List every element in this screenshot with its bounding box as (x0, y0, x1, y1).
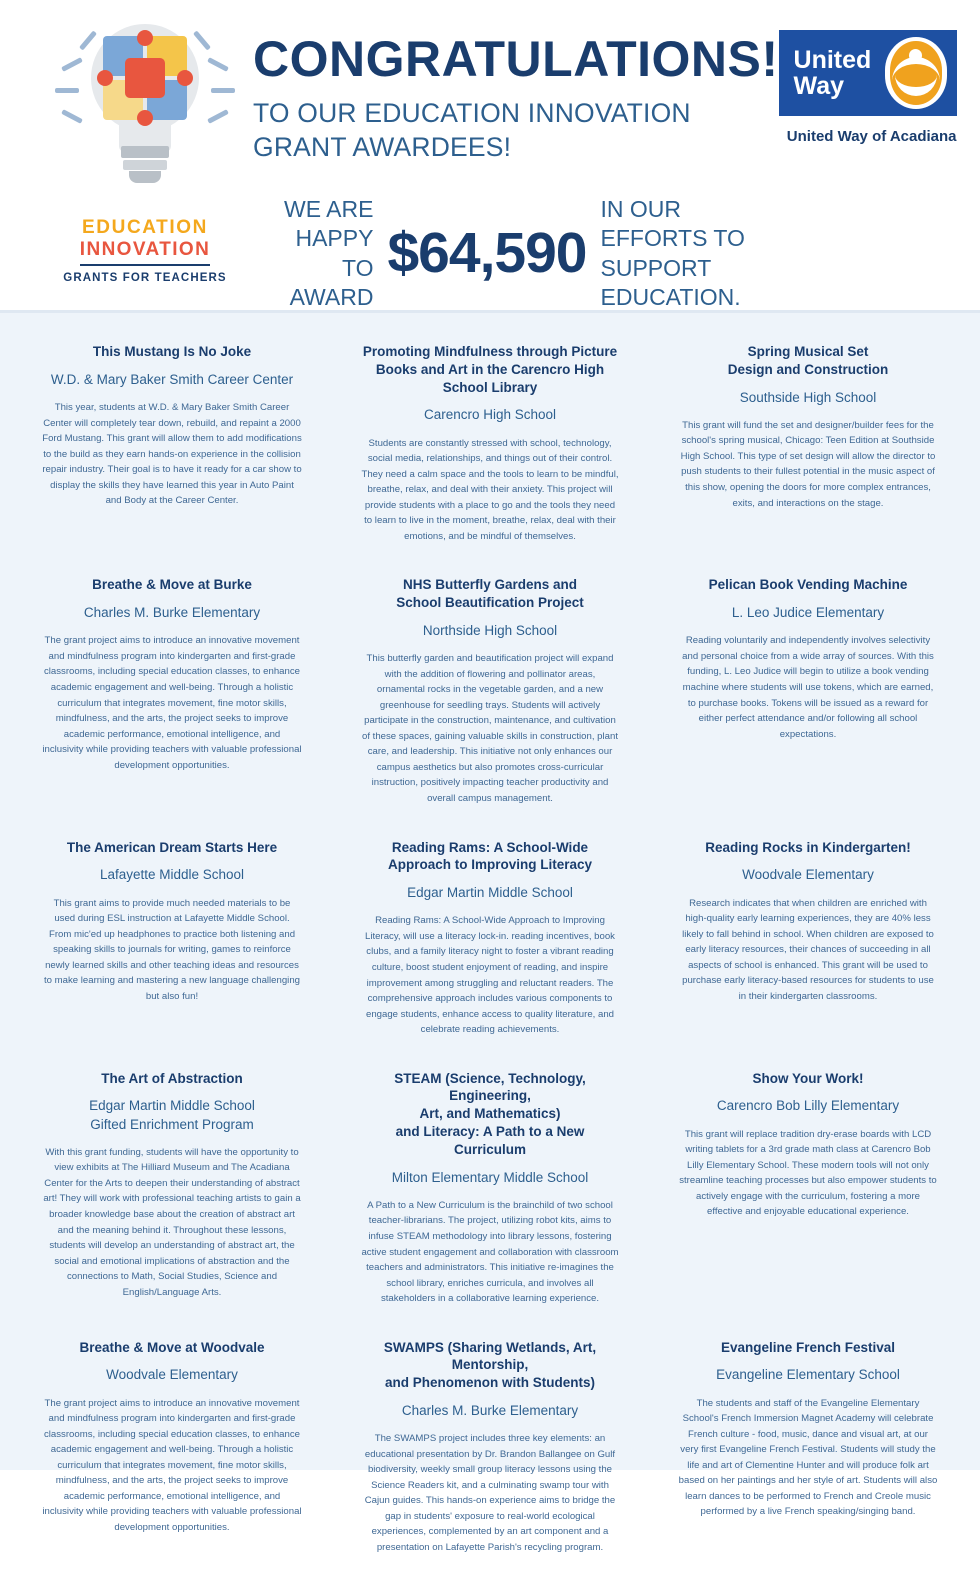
grant-card (22, 562, 322, 824)
grant-title: Reading Rocks in Kindergarten! (705, 839, 911, 855)
grant-school: Northside High School (422, 623, 558, 638)
grant-school: Milton Elementary Middle School (391, 1169, 589, 1185)
grant-card (22, 1325, 322, 1574)
grant-card (22, 1056, 322, 1325)
header-text-block (235, 0, 779, 313)
grant-description: The grant project aims to introduce an innovative movement and mindfulness program into kindergarten and first-grade classrooms, including special education classes, to enhance academic engagement and well-being. Through a holistic curriculum that integrates movement, fine motor skills, mindfulness, and the arts, the project seeks to improve academic performance, emotional intelligence, and inclusivity while providing teachers with valuable professional development opportunities. (42, 1397, 302, 1533)
award-left-line-1: WE ARE HAPPY (284, 195, 374, 252)
grant-title: Show Your Work! (752, 1070, 864, 1086)
grant-description: The grant project aims to introduce an innovative movement and mindfulness program into kindergarten and first-grade classrooms, including special education classes, to enhance academic engagement and well-being. Through a holistic curriculum that integrates movement, fine motor skills, mindfulness, and the arts, the project seeks to improve academic performance, emotional intelligence, and inclusivity while providing teachers with valuable professional development opportunities. (42, 635, 302, 771)
grant-description: Students are constantly stressed with school, technology, social media, relationships, and things out of their control. They need a calm space and the tools to learn to be mindful, breathe, relax, and deal with their anxiety. This project will provide students with a place to go and the tools they need to learn to live in the moment, breathe, relax, deal with their emotions, and be mindful of themselves. (361, 437, 619, 542)
grant-card (340, 562, 640, 824)
grant-title: This Mustang Is No Joke (92, 344, 252, 359)
united-way-hand-rainbow-icon (885, 37, 947, 109)
united-way-caption: United Way of Acadiana (786, 128, 957, 145)
award-right-line-2: SUPPORT EDUCATION. (600, 254, 741, 311)
grant-description: This year, students at W.D. & Mary Baker Smith Career Center will completely tear down, rebuild, and repaint a 2000 Ford Mustang. This grant will allow them to add modifications to the build as they earn hands-on experience in the collision repair industry. Their goal is to have it ready for a car show to display the skills they have learned this year in Auto Paint and Body at the Career Center. (42, 402, 302, 507)
grant-card (340, 825, 640, 1056)
grant-card (658, 1056, 958, 1325)
grant-card (340, 1056, 640, 1325)
grant-description: The students and staff of the Evangeline Elementary School's French Immersion Magnet Academy will celebrate French culture - food, music, dance and visual art, at our very first Evangeline French Festival. Students will study the life and art of Clementine Hunter and will produce folk art based on her paintings and her style of art. Students will also learn dances to be performed to French and Creole music performed by a live French speaking/singing band. (678, 1397, 938, 1518)
grant-title: Reading Rams: A School-Wide Approach to Improving Literacy (387, 839, 593, 873)
grant-title: STEAM (Science, Technology, Engineering, Art, and Mathematics) and Literacy: A Path to a New Curriculum (394, 1070, 586, 1157)
grant-description: The SWAMPS project includes three key elements: an educational presentation by Dr. Brandon Ballangee on Gulf biodiversity, weekly small group literacy lessons using the Science Readers kit, and a culminating swamp tour with Cajun guides. This hands-on experience aims to bridge the gap in students' exposure to real-world ecological experiences, complemented by an art component and a presentation on Lafayette Parish's recycling program. (364, 1433, 616, 1553)
grant-school: Southside High School (739, 389, 877, 405)
poster-header (0, 0, 980, 310)
grant-card (658, 562, 958, 824)
grant-grid (22, 329, 958, 1574)
grant-description: A Path to a New Curriculum is the brainchild of two school teacher-librarians. The project, utilizing robot kits, aims to infuse STEAM methodology into library lessons, fostering active student engagement and collaboration with classroom teachers and administrators. This initiative re-imagines the school library, enriches curricula, and involves all stakeholders in a collaborative learning experience. (361, 1199, 619, 1305)
grant-school: Charles M. Burke Elementary (83, 605, 261, 621)
grant-description: This grant aims to provide much needed materials to be used during ESL instruction at Lafayette Middle School. From mic'ed up headphones to practice both listening and speaking skills to journals for writing, games to reinforce newly learned skills and other teaching ideas and resources to make learning and mastering a new language challenging but also fun! (43, 897, 300, 1002)
grant-title: Spring Musical Set Design and Construction (727, 344, 889, 377)
grant-school: Edgar Martin Middle School Gifted Enrichment Program (89, 1098, 255, 1132)
grant-title: The Art of Abstraction (101, 1070, 243, 1086)
logo-line-education: EDUCATION (82, 217, 208, 238)
award-left-line-2: TO AWARD (289, 254, 374, 311)
grant-title: Promoting Mindfulness through Picture Books and Art in the Carencro High School Library (362, 344, 618, 395)
grant-card (340, 329, 640, 562)
grant-description: With this grant funding, students will have the opportunity to view exhibits at The Hilliard Museum and The Acadiana Center for the Arts to deepen their understanding of abstract art! They will work with professional teaching artists to gain a broader knowledge base about the creation of abstract art and the meaning behind it. Throughout these lessons, students will develop an understanding of abstract art, the social and emotional implications of abstraction and the connections to Math, Social Studies, Science and English/Language Arts. (43, 1146, 301, 1298)
grant-school: Woodvale Elementary (106, 1367, 238, 1383)
grant-school: W.D. & Mary Baker Smith Career Center (50, 371, 294, 387)
grant-list-area (0, 313, 980, 1553)
subtitle-line-1: TO OUR EDUCATION INNOVATION (253, 98, 691, 128)
grant-description: This grant will fund the set and designer/builder fees for the school's spring musical, Chicago: Teen Edition at Southside High School. This type of set design will allow the director to push students to their fullest potential in the music aspect of this show, opening the doors for more complex entrances, exits, and interactions on the stage. (680, 419, 936, 509)
education-innovation-logo (0, 0, 235, 285)
grant-title: Evangeline French Festival (720, 1339, 896, 1355)
grant-school: Edgar Martin Middle School (407, 885, 573, 901)
grant-description: This grant will replace tradition dry-erase boards with LCD writing tablets for a 3rd grade math class at Carencro Bob Lilly Elementary School. These modern tools will not only streamline teaching processes but also empower students to actively engage with the curriculum, fostering a more effective and enjoyable educational experience. (679, 1128, 937, 1218)
grant-card (22, 825, 322, 1056)
lightbulb-puzzle-icon (55, 18, 235, 213)
grant-description: Research indicates that when children are enriched with high-quality early learning experiences, they are 40% less likely to fall behind in school. When children are exposed to early literacy resources, their chances of succeeding in all aspects of school is enhanced. This grant will be used to purchase early literacy-based resources for students to use in their kindergarten classrooms. (682, 897, 934, 1002)
grant-card (658, 1325, 958, 1574)
grant-school: Charles M. Burke Elementary (401, 1403, 579, 1419)
subtitle-line-2: GRANT AWARDEES! (253, 131, 512, 162)
grant-title: Pelican Book Vending Machine (708, 577, 908, 593)
united-way-word-1: United (793, 45, 872, 74)
grant-title: Breathe & Move at Woodvale (79, 1339, 265, 1355)
award-statement (253, 195, 779, 313)
grant-title: NHS Butterfly Gardens and School Beautification Project (396, 577, 584, 611)
grant-card (658, 329, 958, 562)
united-way-word-2: Way (793, 72, 845, 100)
grant-description: This butterfly garden and beautification project will expand with the addition of flowering and pollinator areas, ornamental rocks in the vegetable garden, and a new greenhouse for seedling trays. Students will actively participate in the construction, maintenance, and cultivation of these spaces, gaining valuable skills in construction, plant care, and leadership. This initiative not only enhances our campus aesthetics but also promotes cross-curricular instruction, positively impacting teacher productivity and overall campus management. (362, 653, 618, 804)
grant-card (658, 825, 958, 1056)
grant-school: Evangeline Elementary School (716, 1367, 900, 1383)
logo-line-innovation: INNOVATION (80, 239, 210, 266)
logo-line-grants: GRANTS FOR TEACHERS (63, 271, 227, 284)
grant-description: Reading Rams: A School-Wide Approach to Improving Literacy, will use a literacy lock-in. reading incentives, book clubs, and a family literacy night to foster a vibrant reading culture, boost student enjoyment of reading, and inspire improvement among struggling and reluctant readers. The comprehensive approach includes various components to engage students, enhance access to quality literature, and celebrate reading achievements. (365, 915, 615, 1036)
grant-school: Carencro Bob Lilly Elementary (716, 1098, 900, 1114)
award-amount: $64,590 (387, 221, 587, 286)
grant-title: SWAMPS (Sharing Wetlands, Art, Mentorship, and Phenomenon with Students) (383, 1339, 597, 1391)
grant-school: Carencro High School (423, 407, 557, 423)
grant-school: L. Leo Judice Elementary (731, 605, 885, 621)
grant-title: Breathe & Move at Burke (92, 577, 252, 593)
grant-card (340, 1325, 640, 1574)
grant-description: Reading voluntarily and independently involves selectivity and personal choice from a wide array of sources. With this funding, L. Leo Judice will begin to utilize a book vending machine where students will use tokens, which are earned, to purchase books. Tokens will be issued as a reward for either perfect attendance and/or following all school expectations. (682, 635, 934, 740)
grant-school: Lafayette Middle School (99, 867, 245, 883)
grant-school: Woodvale Elementary (742, 867, 874, 883)
grant-title: The American Dream Starts Here (66, 839, 278, 855)
united-way-block (779, 0, 980, 145)
page-title: CONGRATULATIONS! (253, 31, 779, 87)
grant-card (22, 329, 322, 562)
united-way-logo (779, 30, 957, 116)
award-right-line-1: IN OUR EFFORTS TO (600, 195, 745, 252)
